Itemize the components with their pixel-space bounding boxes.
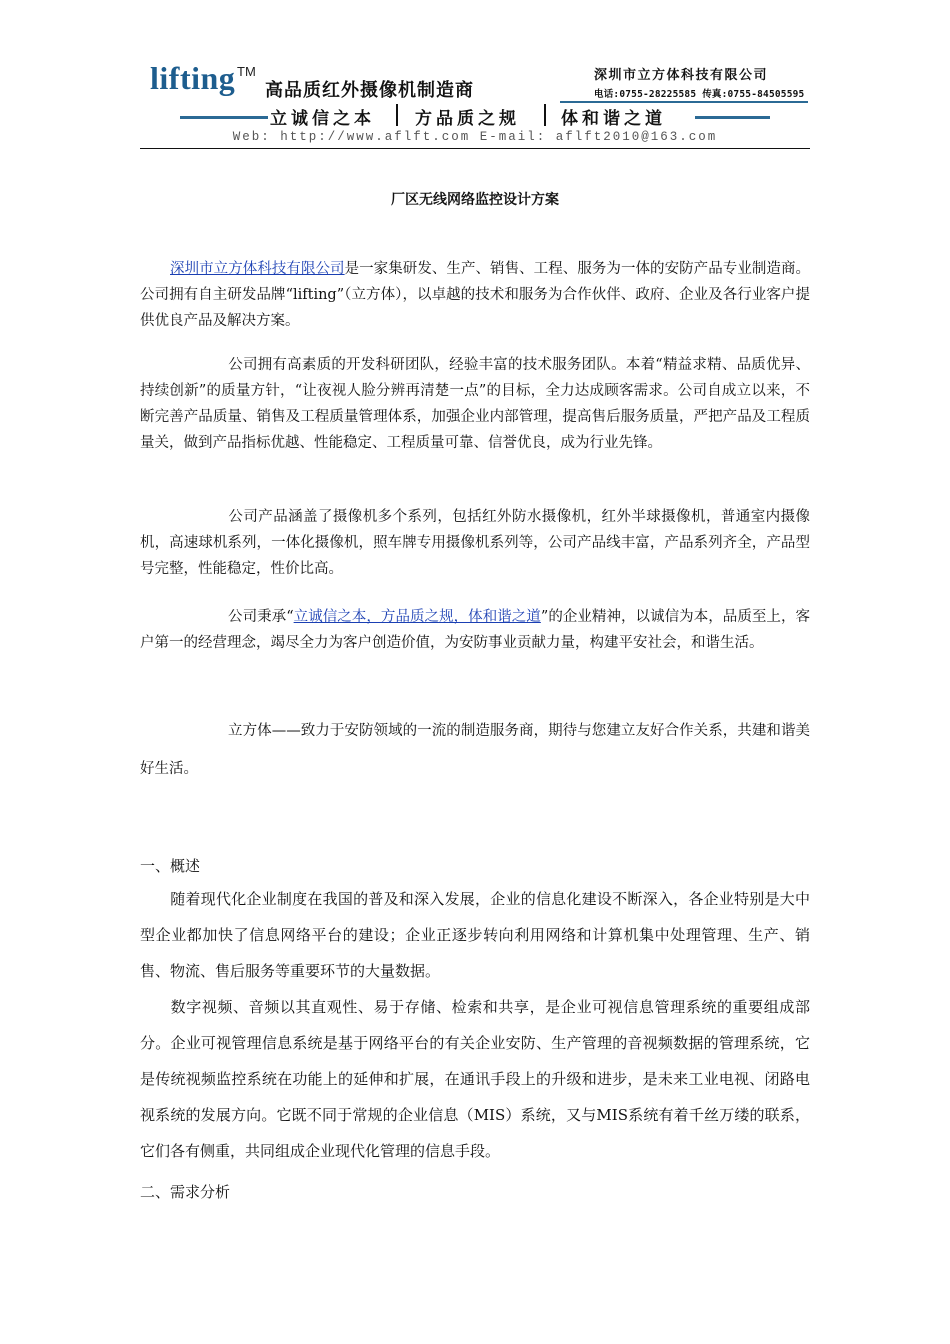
intro-text: 是一家集研发、生产、销售、工程、服务为一体的安防产品专业制造商。公司拥有自主研发品牌“lifting”（立方体），以卓越的技术和服务为合作伙伴、政府、企业及各行业客户提供优良产品及解决方案。: [140, 261, 811, 329]
closing-text: 立方体——致力于安防领域的一流的制造服务商，期待与您建立友好合作关系，共建和谐美好生活。: [140, 723, 810, 777]
section-heading-overview: 一、概述: [140, 857, 201, 875]
trademark-mark: TM: [237, 64, 256, 79]
closing-paragraph: [140, 712, 810, 788]
motto-1: 立诚信之本: [270, 109, 375, 129]
motto-link[interactable]: 立诚信之本，方品质之规，体和谐之道: [293, 609, 541, 625]
overview-text-1: 随着现代化企业制度在我国的普及和深入发展，企业的信息化建设不断深入，各企业特别是大中型企业都加快了信息网络平台的建设；企业正逐步转向利用网络和计算机集中处理管理、生产、销售、物流、售后服务等重要环节的大量数据。: [140, 890, 810, 980]
header-divider: [140, 148, 810, 149]
team-paragraph: [140, 352, 810, 456]
motto-3: 体和谐之道: [561, 109, 666, 129]
motto-bar: [140, 104, 810, 130]
overview-paragraph-1: [140, 881, 810, 989]
motto-right-line: [695, 116, 770, 119]
spirit-text-after: ”的企业精神，以诚信为本，品质至上，客户第一的经营理念，竭尽全力为客户创造价值，为安防事业贡献力量，构建平安社会，和谐生活。: [140, 609, 810, 651]
company-name: 深圳市立方体科技有限公司: [594, 68, 769, 83]
brand-logo: lifting: [150, 60, 236, 96]
document-title: 厂区无线网络监控设计方案: [391, 192, 559, 208]
motto-left-line: [180, 116, 268, 119]
motto-separator: [544, 104, 546, 126]
team-text: 公司拥有高素质的开发科研团队，经验丰富的技术服务团队。本着“精益求精、品质优异、持续创新”的质量方针，“让夜视人脸分辨再清楚一点”的目标，全力达成顾客需求。公司自成立以来，不断完善产品质量、销售及工程质量管理体系，加强企业内部管理，提高售后服务质量，严把产品及工程质量关，做到产品指标优越、性能稳定、工程质量可靠、信誉优良，成为行业先锋。: [140, 357, 810, 451]
overview-paragraph-2: [140, 989, 810, 1169]
web-email-line: Web: http://www.aflft.com E-mail: aflft2010@163.com: [232, 130, 718, 144]
header-top-rule: [560, 101, 808, 103]
brand-slogan: 高品质红外摄像机制造商: [265, 80, 474, 101]
spirit-text-before: 公司秉承“: [228, 609, 294, 625]
spirit-paragraph: [140, 604, 810, 656]
products-paragraph: [140, 504, 810, 582]
overview-text-2: 数字视频、音频以其直观性、易于存储、检索和共享，是企业可视信息管理系统的重要组成部分。企业可视管理信息系统是基于网络平台的有关企业安防、生产管理的音视频数据的管理系统，它是传统视频监控系统在功能上的延伸和扩展，在通讯手段上的升级和进步，是未来工业电视、闭路电视系统的发展方向。它既不同于常规的企业信息（MIS）系统，又与MIS系统有着千丝万缕的联系，它们各有侧重，共同组成企业现代化管理的信息手段。: [140, 998, 810, 1160]
section-heading-requirements: 二、需求分析: [140, 1183, 231, 1201]
contact-phone-fax: 电话:0755-28225585 传真:0755-84505595: [594, 89, 805, 100]
motto-separator: [396, 104, 398, 126]
intro-paragraph: [140, 256, 810, 334]
company-link[interactable]: 深圳市立方体科技有限公司: [170, 261, 345, 277]
products-text: 公司产品涵盖了摄像机多个系列，包括红外防水摄像机，红外半球摄像机，普通室内摄像机，高速球机系列，一体化摄像机，照车牌专用摄像机系列等，公司产品线丰富，产品系列齐全，产品型号完整，性能稳定，性价比高。: [140, 509, 810, 577]
motto-2: 方品质之规: [415, 109, 520, 129]
